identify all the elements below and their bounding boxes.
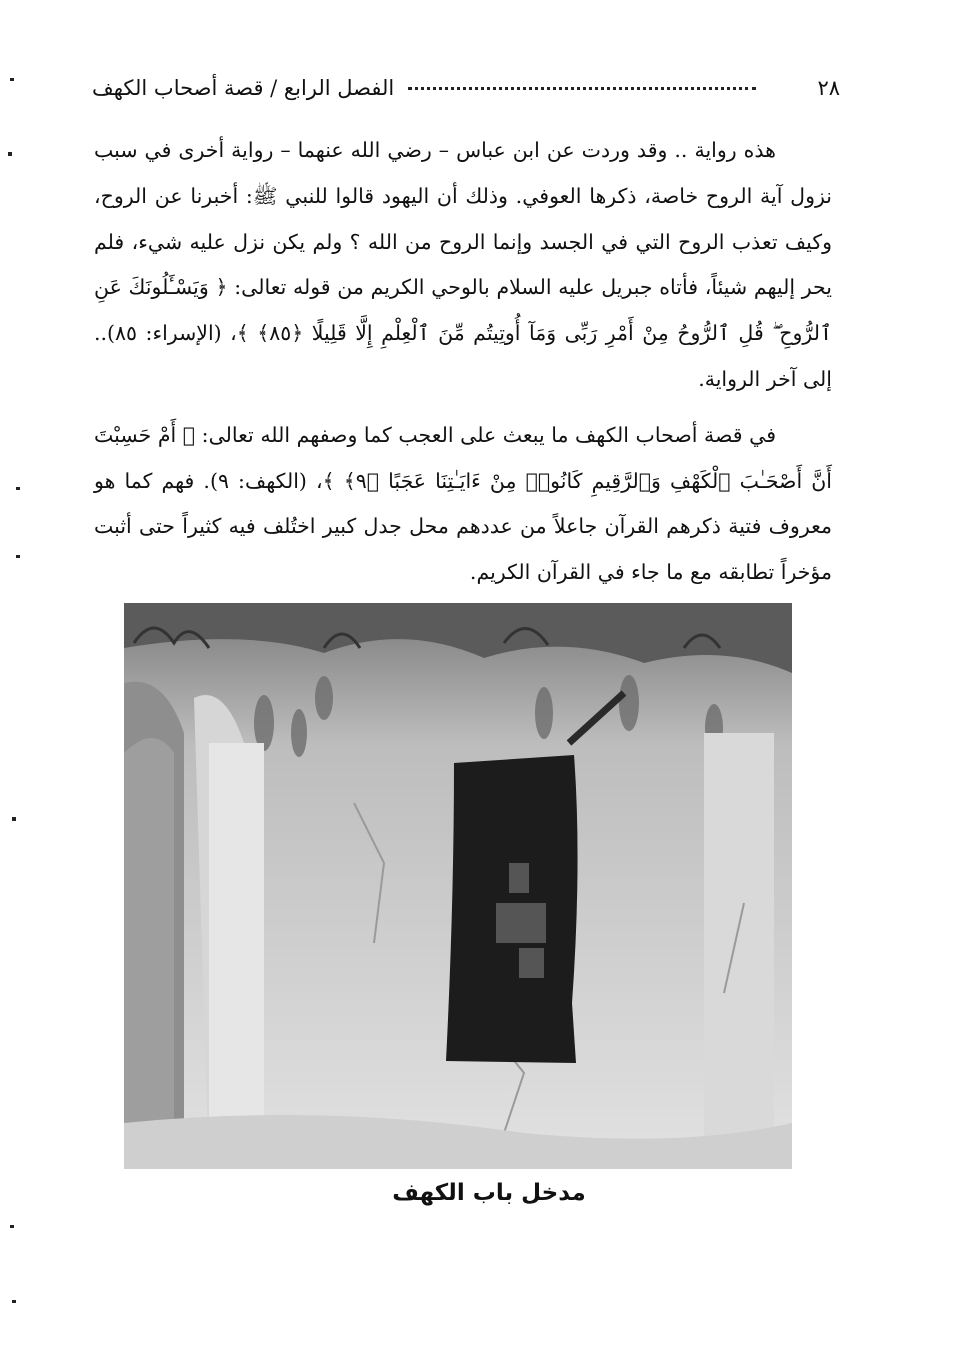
paragraph-1 (94, 128, 832, 403)
chapter-title: الفصل الرابع / قصة أصحاب الكهف (92, 76, 395, 100)
running-header (92, 68, 840, 108)
scan-speck (16, 487, 20, 490)
paragraph-2-text: في قصة أصحاب الكهف ما يبعث على العجب كما وصفهم الله تعالى: (201, 422, 776, 447)
paragraph-2 (94, 413, 832, 596)
figure-caption: مدخل باب الكهف (392, 1180, 586, 1206)
paragraph-1-after: ، (الإسراء: ٨٥).. إلى آخر الرواية. (94, 321, 832, 391)
scan-speck (8, 152, 12, 156)
quran-verse-isra: ﴿ وَيَسْـَٔلُونَكَ عَنِ ٱلرُّوحِ ۖ قُلِ ٱلرُّوحُ مِنْ أَمْرِ رَبِّى وَمَآ أُوتِيتُم مِّنَ ٱلْعِلْمِ إِلَّا قَلِيلًا ﴿٨٥﴾ ﴾ (94, 275, 832, 346)
scan-speck (12, 1300, 16, 1303)
paragraph-1-text: هذه رواية .. وقد وردت عن ابن عباس – رضي الله عنهما – رواية أخرى في سبب نزول آية الروح خاصة، ذكرها العوفي. وذلك أن اليهود قالوا للنبي ﷺ: أخبرنا عن الروح، وكيف تعذب الروح التي في الجسد وإنما الروح من الله ؟ ولم يكن نزل عليه شيء، فلم يحر إليهم شيئاً، فأتاه جبريل عليه السلام بالوحي الكريم من قوله تعالى: (94, 138, 832, 300)
cave-entrance-photo (124, 603, 792, 1169)
page-number: ٢٨ (817, 76, 840, 100)
header-dotted-leader (408, 87, 756, 90)
body-text (94, 128, 832, 596)
quran-verse-kahf: ﴿ أَمْ حَسِبْتَ أَنَّ أَصْحَـٰبَ ٱلْكَهْفِ وَٱلرَّقِيمِ كَانُوا۟ مِنْ ءَايَـٰتِنَا عَجَبًا ﴿٩﴾ ﴾ (94, 422, 832, 493)
scan-speck (10, 78, 14, 81)
scan-speck (16, 555, 20, 558)
paragraph-2-after: ، (الكهف: ٩). فهم كما هو معروف فتية ذكرهم القرآن جاعلاً من عددهم محل جدل كبير اختُلف فيه كثيراً حتى أثبت مؤخراً تطابقه مع ما جاء في القرآن الكريم. (94, 468, 832, 585)
scan-speck (12, 817, 16, 821)
scan-speck (10, 1225, 14, 1228)
